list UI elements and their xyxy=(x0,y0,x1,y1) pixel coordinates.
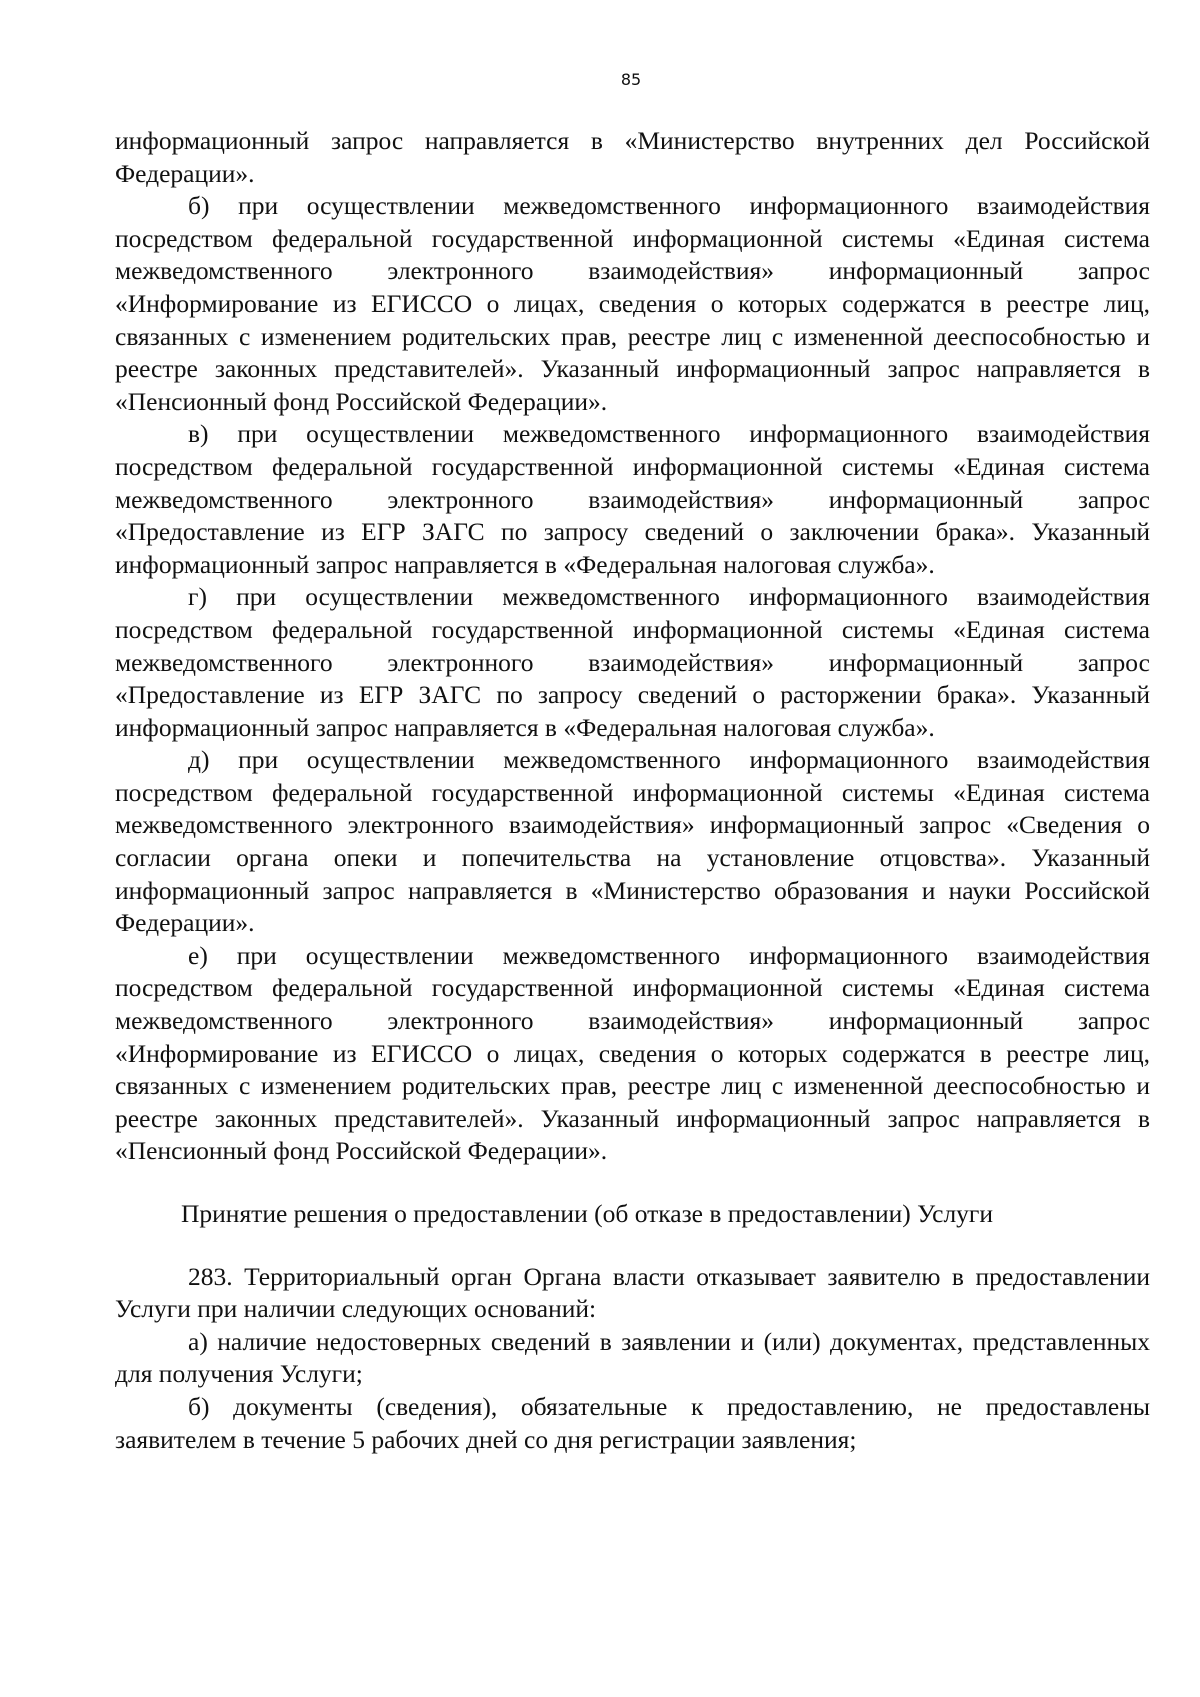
paragraph-283: 283. Территориальный орган Органа власти отказывает заявителю в предоставлении Услуги при наличии следующих оснований: xyxy=(115,1261,1150,1324)
document-body xyxy=(115,125,1150,1456)
section-heading: Принятие решения о предоставлении (об отказе в предоставлении) Услуги xyxy=(181,1199,994,1228)
paragraph-item-g: г) при осуществлении межведомственного информационного взаимодействия посредством федеральной государственной информационной системы «Единая система межведомственного электронного взаимодействия» информационный запрос «Предоставление из ЕГР ЗАГС по запросу сведений о расторжении брака». Указанный информационный запрос направляется в «Федеральная налоговая служба». xyxy=(115,582,1150,742)
paragraph-283-item-a: а) наличие недостоверных сведений в заявлении и (или) документах, представленных для получения Услуги; xyxy=(115,1326,1150,1389)
paragraph-item-e: е) при осуществлении межведомственного информационного взаимодействия посредством федеральной государственной информационной системы «Единая система межведомственного электронного взаимодействия» информационный запрос «Информирование из ЕГИССО о лицах, сведения о которых содержатся в реестре лиц, связанных с изменением родительских прав, реестре лиц с измененной дееспособностью и реестре законных представителей». Указанный информационный запрос направляется в «Пенсионный фонд Российской Федерации». xyxy=(115,940,1150,1166)
paragraph-item-d: д) при осуществлении межведомственного информационного взаимодействия посредством федеральной государственной информационной системы «Единая система межведомственного электронного взаимодействия» информационный запрос «Сведения о согласии органа опеки и попечительства на установление отцовства». Указанный информационный запрос направляется в «Министерство образования и науки Российской Федерации». xyxy=(115,745,1150,938)
paragraph-item-v: в) при осуществлении межведомственного информационного взаимодействия посредством федеральной государственной информационной системы «Единая система межведомственного электронного взаимодействия» информационный запрос «Предоставление из ЕГР ЗАГС по запросу сведений о заключении брака». Указанный информационный запрос направляется в «Федеральная налоговая служба». xyxy=(115,419,1150,579)
paragraph-283-item-b: б) документы (сведения), обязательные к предоставлению, не предоставлены заявителем в течение 5 рабочих дней со дня регистрации заявления; xyxy=(115,1391,1150,1454)
paragraph-continuation: информационный запрос направляется в «Министерство внутренних дел Российской Федерации». xyxy=(115,126,1150,188)
paragraph-item-b: б) при осуществлении межведомственного информационного взаимодействия посредством федеральной государственной информационной системы «Единая система межведомственного электронного взаимодействия» информационный запрос «Информирование из ЕГИССО о лицах, сведения о которых содержатся в реестре лиц, связанных с изменением родительских прав, реестре лиц с измененной дееспособностью и реестре законных представителей». Указанный информационный запрос направляется в «Пенсионный фонд Российской Федерации». xyxy=(115,191,1150,416)
page-number: 85 xyxy=(620,70,642,89)
